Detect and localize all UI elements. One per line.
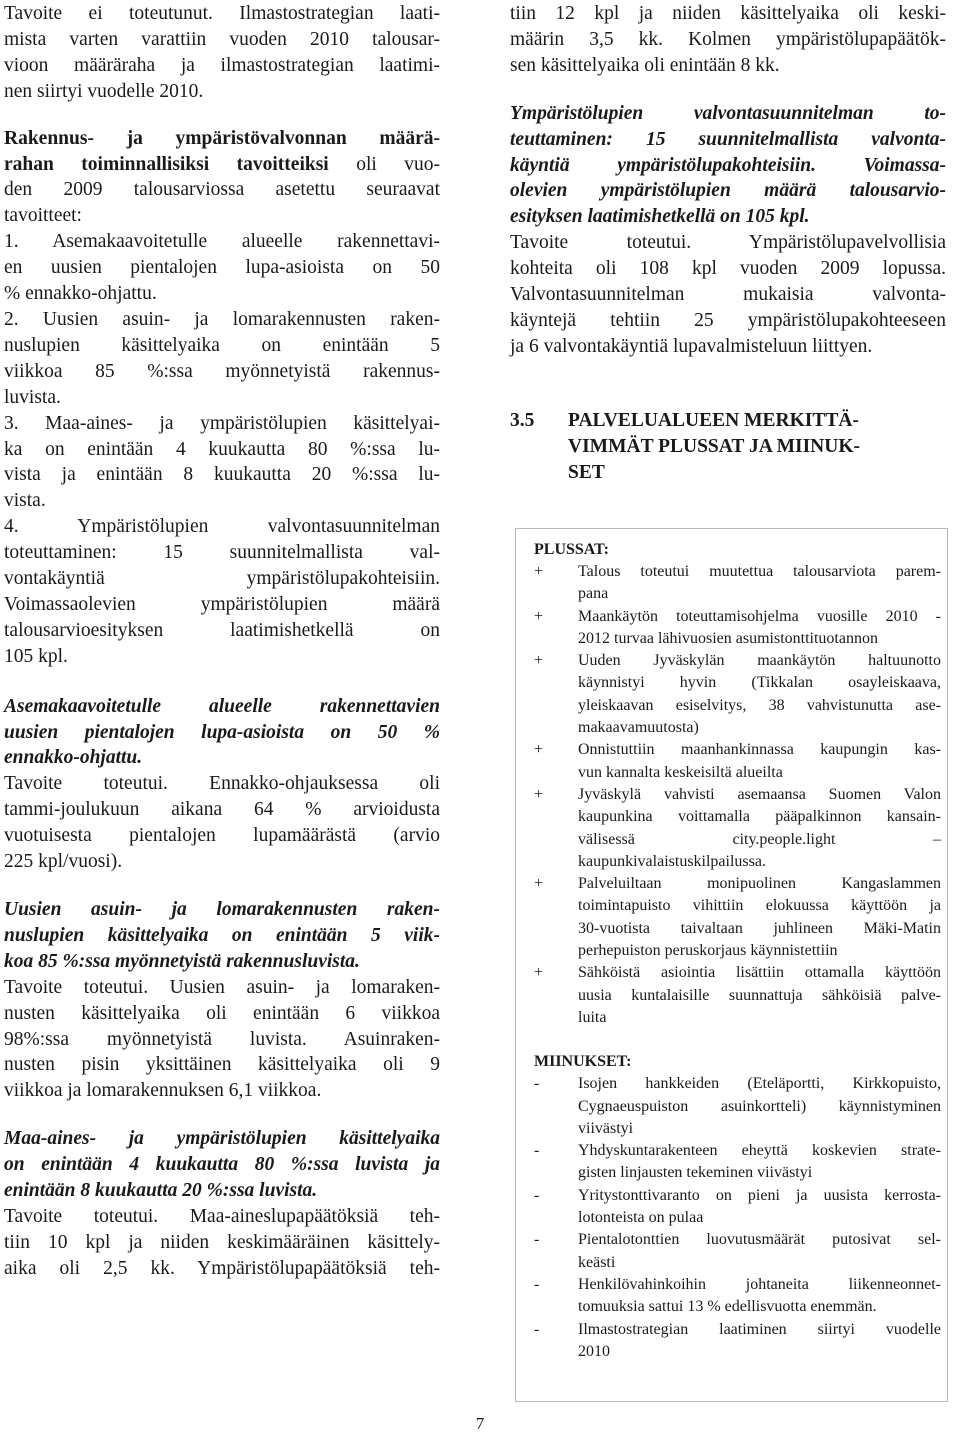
text-line: viivästyi xyxy=(578,1119,634,1137)
text-line: on enintään 4 kuukautta 80 %:ssa luvista ja xyxy=(4,1154,440,1176)
minus-item-marker: - xyxy=(534,1142,540,1160)
text-line: Valvontasuunnitelman mukaisia valvonta- xyxy=(510,284,946,306)
heading-line: PALVELUALUEEN MERKITTÄ- xyxy=(568,409,859,431)
text-line: Palveluiltaan monipuolinen Kangaslammen xyxy=(578,875,941,893)
text-line: olevien ympäristölupien määrä talousarvio- xyxy=(510,180,946,202)
text-line: Ilmastostrategian laatiminen siirtyi vuodelle xyxy=(578,1320,941,1338)
text-line: Henkilövahinkoihin johtaneita liikenneonnet- xyxy=(578,1275,941,1293)
text-line: Maankäytön toteuttamisohjelma vuosille 2010 - xyxy=(578,607,941,625)
text-line: tammi-joulukuun aikana 64 % arvioidusta xyxy=(4,799,440,821)
text-line: ennakko-ohjattu. xyxy=(4,747,143,769)
text-line: Tavoite toteutui. Ympäristölupavelvollisia xyxy=(510,232,946,254)
goals-list xyxy=(4,229,440,669)
text-line: esityksen laatimishetkellä on 105 kpl. xyxy=(510,206,810,228)
text-line: talousarvioesityksen laatimishetkellä on xyxy=(4,619,440,641)
right-column xyxy=(510,1,946,486)
goal-item xyxy=(4,229,440,307)
text-line: gisten linjausten tekeminen viivästyi xyxy=(578,1164,813,1182)
text-line: nusten pisin yksittäinen käsittelyaika oli 9 xyxy=(4,1054,440,1076)
text-line: Maa-aines- ja ympäristölupien käsittelyaika xyxy=(4,1128,440,1150)
text-line: 98%:ssa myönnetyistä luvista. Asuinraken- xyxy=(4,1028,440,1050)
text-line: mista varten varattiin vuoden 2010 talousar- xyxy=(4,28,440,50)
bold-phrase: rahan toiminnallisiksi tavoitteiksi xyxy=(4,153,329,175)
plus-item-marker: + xyxy=(534,964,544,982)
minus-item xyxy=(534,1319,941,1364)
text-line: toimintapuisto vihittiin elokuussa käyttöön ja xyxy=(578,897,941,915)
text-line: luvista. xyxy=(4,386,61,408)
text-line: 1. Asemakaavoitetulle alueelle rakennettavi- xyxy=(4,231,440,253)
text-line: Rakennus- ja ympäristövalvonnan määrä- xyxy=(4,127,440,149)
goals-intro-paragraph xyxy=(4,126,440,230)
text-line: 4. Ympäristölupien valvontasuunnitelman xyxy=(4,516,440,538)
text-line: kohteita oli 108 kpl vuoden 2009 lopussa. xyxy=(510,258,946,280)
text-line: Cygnaeuspuiston asuinkortteli) käynnistyminen xyxy=(578,1097,941,1115)
minus-item-marker: - xyxy=(534,1231,540,1249)
text-line: nusten käsittelyaika oli enintään 6 viikkoa xyxy=(4,1002,440,1024)
text-line: toteuttaminen: 15 suunnitelmallista val- xyxy=(4,542,440,564)
text-line: Pientalotonttien luovutusmäärät putosivat sel- xyxy=(578,1231,941,1249)
section-heading xyxy=(4,694,440,772)
plus-item-marker: + xyxy=(534,741,544,759)
text-line: nen siirtyi vuodelle 2010. xyxy=(4,80,204,102)
text-line xyxy=(4,152,440,178)
box-content xyxy=(534,539,941,1363)
text-line: luita xyxy=(578,1008,607,1026)
plus-item-marker: + xyxy=(534,652,544,670)
heading-line: SET xyxy=(568,461,605,483)
minuses-list xyxy=(534,1073,941,1363)
minuses-title: MIINUKSET: xyxy=(534,1053,632,1071)
text-line: Sähköistä asiointia lisättiin ottamalla käyttöön xyxy=(578,964,941,982)
text-line: nuslupien käsittelyaika on enintään 5 viik- xyxy=(4,924,440,946)
minus-item-marker: - xyxy=(534,1186,540,1204)
text-line: 2. Uusien asuin- ja lomarakennusten raken- xyxy=(4,308,440,330)
text-line: ka on enintään 4 kuukautta 80 %:ssa lu- xyxy=(4,438,440,460)
text-line: käyntiä ympäristölupakohteisiin. Voimassa- xyxy=(510,154,946,176)
text-line: vioon määräraha ja ilmastostrategian laatimi- xyxy=(4,54,440,76)
text-line: 225 kpl/vuosi). xyxy=(4,851,123,873)
section-body xyxy=(4,1204,440,1282)
text-line: tiin 10 kpl ja niiden keskimääräinen käsittely- xyxy=(4,1231,440,1253)
text-line: käynnistyi hyvin (Tikkalan osayleiskaava, xyxy=(578,674,941,692)
text-line: vista ja enintään 8 kuukautta 20 %:ssa lu- xyxy=(4,464,440,486)
text-line: vontakäyntiä ympäristölupakohteisiin. xyxy=(4,568,440,590)
minus-item xyxy=(534,1229,941,1274)
chapter-number: 3.5 xyxy=(510,409,535,431)
plus-item-marker: + xyxy=(534,785,544,803)
text-line: määrin 3,5 kk. Kolmen ympäristölupapäätök- xyxy=(510,28,946,50)
text-line: Yritystonttivaranto on pieni ja uusista kerrosta- xyxy=(578,1186,941,1204)
text-line: tomuuksia sattui 13 % edellisvuotta enemmän. xyxy=(578,1298,877,1316)
text-line: Yhdyskuntarakenteen eheyttä koskevien strate- xyxy=(578,1142,941,1160)
section-body xyxy=(4,975,440,1105)
text-line: Tavoite toteutui. Maa-aineslupapäätöksiä teh- xyxy=(4,1205,440,1227)
plus-item xyxy=(534,784,941,873)
minus-item xyxy=(534,1140,941,1185)
text-line: keästi xyxy=(578,1253,616,1271)
text-line: % ennakko-ohjattu. xyxy=(4,283,157,305)
text-line: Asemakaavoitetulle alueelle rakennettavien xyxy=(4,695,440,717)
minus-item-marker: - xyxy=(534,1320,540,1338)
text-line: makaavamuutosta) xyxy=(578,719,699,737)
section-heading xyxy=(510,101,946,231)
text-line: sen käsittelyaika oli enintään 8 kk. xyxy=(510,54,780,76)
plus-item-marker: + xyxy=(534,607,544,625)
text-line: nuslupien käsittelyaika on enintään 5 xyxy=(4,334,440,356)
text-line: 30-vuotista taivaltaan juhlineen Mäki-Matin xyxy=(578,919,941,937)
text-line: vista. xyxy=(4,490,46,512)
text-line: koa 85 %:ssa myönnetyistä rakennusluvista. xyxy=(4,950,360,972)
text-line: tavoitteet: xyxy=(4,205,82,227)
text-line: käyntejä tehtiin 25 ympäristölupakohteeseen xyxy=(510,309,946,331)
text-line: tiin 12 kpl ja niiden käsittelyaika oli keski- xyxy=(510,3,946,24)
plus-item-marker: + xyxy=(534,875,544,893)
text-line: kaupunkivalaistuskilpailussa. xyxy=(578,852,766,870)
page-number: 7 xyxy=(475,1414,485,1433)
text-line: Tavoite toteutui. Ennakko-ohjauksessa oli xyxy=(4,773,440,795)
section-body-continued xyxy=(510,1,946,79)
section-heading xyxy=(4,1126,440,1204)
text-line: Onnistuttiin maanhankinnassa kaupungin kas- xyxy=(578,741,941,759)
minus-item-marker: - xyxy=(534,1075,540,1093)
section-body xyxy=(4,771,440,875)
minus-item-marker: - xyxy=(534,1275,540,1293)
plus-item xyxy=(534,873,941,962)
pluses-list xyxy=(534,561,941,1029)
text-line: 3. Maa-aines- ja ympäristölupien käsittelyai- xyxy=(4,412,440,434)
section-body xyxy=(510,230,946,360)
text-line: Ympäristölupien valvontasuunnitelman to- xyxy=(510,102,946,124)
minus-item xyxy=(534,1185,941,1230)
plus-item xyxy=(534,606,941,651)
text-line: vun kannalta keskeisiltä alueilta xyxy=(578,763,783,781)
text-line: pana xyxy=(578,585,609,603)
text-line: Talous toteutui muutettua talousarviota parem- xyxy=(578,563,941,580)
goal-item xyxy=(4,307,440,411)
text-line: perhepuiston peruskorjaus käynnistettiin xyxy=(578,942,838,960)
text-line: yleiskaavan esiselvitys, 38 vahvistunutta ase- xyxy=(578,696,941,714)
text-line: aika oli 2,5 kk. Ympäristölupapäätöksiä teh- xyxy=(4,1257,440,1279)
goal-item xyxy=(4,514,440,669)
text-line: Voimassaolevien ympäristölupien määrä xyxy=(4,593,440,615)
text-line: enintään 8 kuukautta 20 %:ssa luvista. xyxy=(4,1180,318,1202)
text-line: Uuden Jyväskylän maankäytön haltuunotto xyxy=(578,652,941,670)
text-line: vuotuisesta pientalojen lupamäärästä (arvio xyxy=(4,825,440,847)
pluses-minuses-box xyxy=(515,528,948,1402)
text-line: teuttaminen: 15 suunnitelmallista valvonta- xyxy=(510,128,946,150)
pluses-title: PLUSSAT: xyxy=(534,541,609,558)
section-heading xyxy=(4,897,440,975)
plus-item xyxy=(534,561,941,606)
heading-line: VIMMÄT PLUSSAT JA MIINUK- xyxy=(568,435,860,457)
plus-item-marker: + xyxy=(534,563,544,580)
text-line: Jyväskylä vahvisti asemaansa Suomen Valon xyxy=(578,785,941,803)
intro-paragraph xyxy=(4,1,440,105)
text-line: kaupunkina voittamalla pääpalkinnon kansain- xyxy=(578,808,941,826)
text-line: uusien pientalojen lupa-asioista on 50 % xyxy=(4,721,440,743)
text-line: 105 kpl. xyxy=(4,645,68,667)
text-line: Tavoite ei toteutunut. Ilmastostrategian laati- xyxy=(4,3,440,24)
chapter-heading xyxy=(510,408,946,486)
text-line: ja 6 valvontakäyntiä lupavalmisteluun liittyen. xyxy=(510,335,873,357)
text-line: 2010 xyxy=(578,1342,610,1360)
text-line: viikkoa 85 %:ssa myönnetyistä rakennus- xyxy=(4,360,440,382)
minus-item xyxy=(534,1274,941,1319)
text-line: Isojen hankkeiden (Eteläportti, Kirkkopuisto, xyxy=(578,1075,941,1093)
text-line: en uusien pientalojen lupa-asioista on 50 xyxy=(4,257,440,279)
plus-item xyxy=(534,739,941,784)
minus-item xyxy=(534,1073,941,1140)
text-line: lotonteista on pulaa xyxy=(578,1209,704,1227)
text-line: den 2009 talousarviossa asetettu seuraavat xyxy=(4,179,440,201)
text-line: 2012 turvaa lähivuosien asumistonttituotannon xyxy=(578,629,878,647)
plus-item xyxy=(534,650,941,739)
text-line: Tavoite toteutui. Uusien asuin- ja lomaraken- xyxy=(4,976,440,998)
text-line: viikkoa ja lomarakennuksen 6,1 viikkoa. xyxy=(4,1080,322,1102)
text-line: uusia kuntalaisille suunnattuja sähköisiä palve- xyxy=(578,986,941,1004)
text-fragment: oli vuo- xyxy=(328,153,440,175)
text-line: Uusien asuin- ja lomarakennusten raken- xyxy=(4,899,440,920)
goal-item xyxy=(4,411,440,515)
left-column xyxy=(4,1,440,1282)
text-line: välisessä city.people.light – xyxy=(578,830,941,848)
plus-item xyxy=(534,962,941,1029)
